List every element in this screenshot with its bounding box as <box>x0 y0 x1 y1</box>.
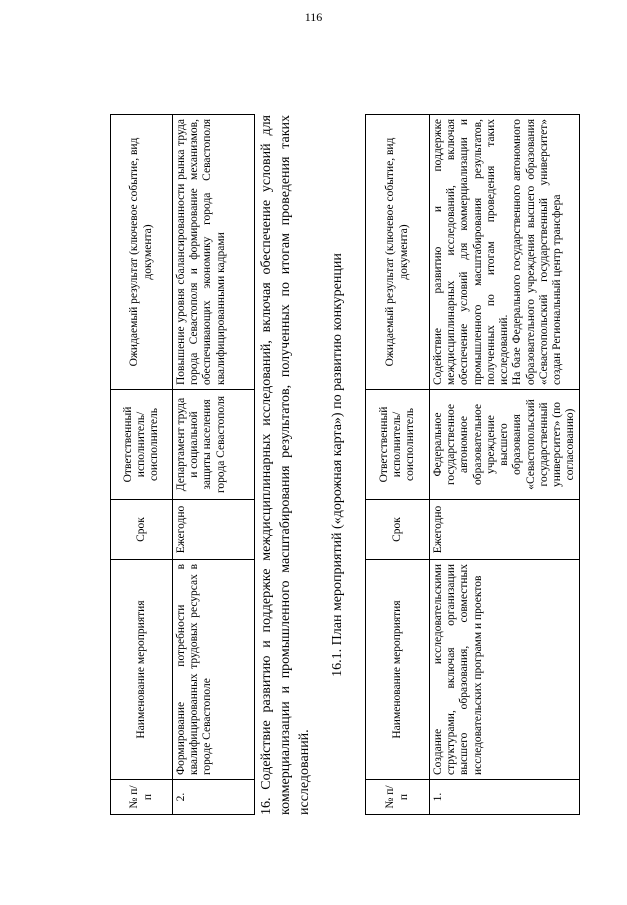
header-num: № п/п <box>366 780 430 815</box>
row-name: Создание исследовательскими структурами, включая организации высшего образования, совместных исследовательских программ и проектов <box>430 560 580 780</box>
header-executor: Ответственный исполнитель/ соисполнитель <box>111 390 173 500</box>
header-term: Срок <box>366 500 430 560</box>
table-bottom-wrapper <box>365 114 580 815</box>
row-result: Повышение уровня сбалансированности рынка труда города Севастополя и формирование механизмов, обеспечивающих экономику города Севастополя квалифицированными кадрами <box>173 115 255 390</box>
row-name: Формирование потребности в квалифицированных трудовых ресурсах в городе Севастополе <box>173 560 255 780</box>
header-term: Срок <box>111 500 173 560</box>
row-term: Ежегодно <box>173 500 255 560</box>
row-num: 2. <box>173 780 255 815</box>
row-result <box>430 115 580 390</box>
table-top-wrapper <box>110 114 255 815</box>
table-top-header-row <box>111 115 173 815</box>
section-16-text: 16. Содействие развитию и поддержке междисциплинарных исследований, включая обеспечение условий для коммерциализации и промышленного масштабирования результатов, полученных по итогам проведения таких исследований. <box>259 115 312 815</box>
page-number: 116 <box>304 10 323 24</box>
table-bottom <box>365 114 580 815</box>
header-num: № п/п <box>111 780 173 815</box>
header-name: Наименование мероприятия <box>111 560 173 780</box>
row-executor: Департамент труда и социальной защиты населения города Севастополя <box>173 390 255 500</box>
table-top <box>110 114 255 815</box>
table-bottom-header-row <box>366 115 430 815</box>
section-16-1-title: 16.1. План мероприятий («дорожная карта») по развитию конкуренции <box>330 253 345 677</box>
row-term: Ежегодно <box>430 500 580 560</box>
table-row <box>173 115 255 815</box>
row-result-part-1: Содействие развитию и поддержке междисциплинарных исследований, включая обеспечение условий для коммерциализации и промышленного масштабирования результатов, полученных по итогам проведения таких исследований. <box>432 119 511 385</box>
row-num: 1. <box>430 780 580 815</box>
table-row <box>430 115 580 815</box>
row-executor: Федеральное государственное автономное образовательное учреждение высшего образования «Севастопольский государственный университет» (по согласованию) <box>430 390 580 500</box>
row-result-part-2: На базе Федерального государственного автономного образовательного учреждения высшего образования «Севастопольский государственный университет» создан Региональный центр трансфера <box>511 119 563 385</box>
header-result: Ожидаемый результат (ключевое событие, вид документа) <box>111 115 173 390</box>
header-executor: Ответственный исполнитель/ соисполнитель <box>366 390 430 500</box>
header-result: Ожидаемый результат (ключевое событие, вид документа) <box>366 115 430 390</box>
header-name: Наименование мероприятия <box>366 560 430 780</box>
